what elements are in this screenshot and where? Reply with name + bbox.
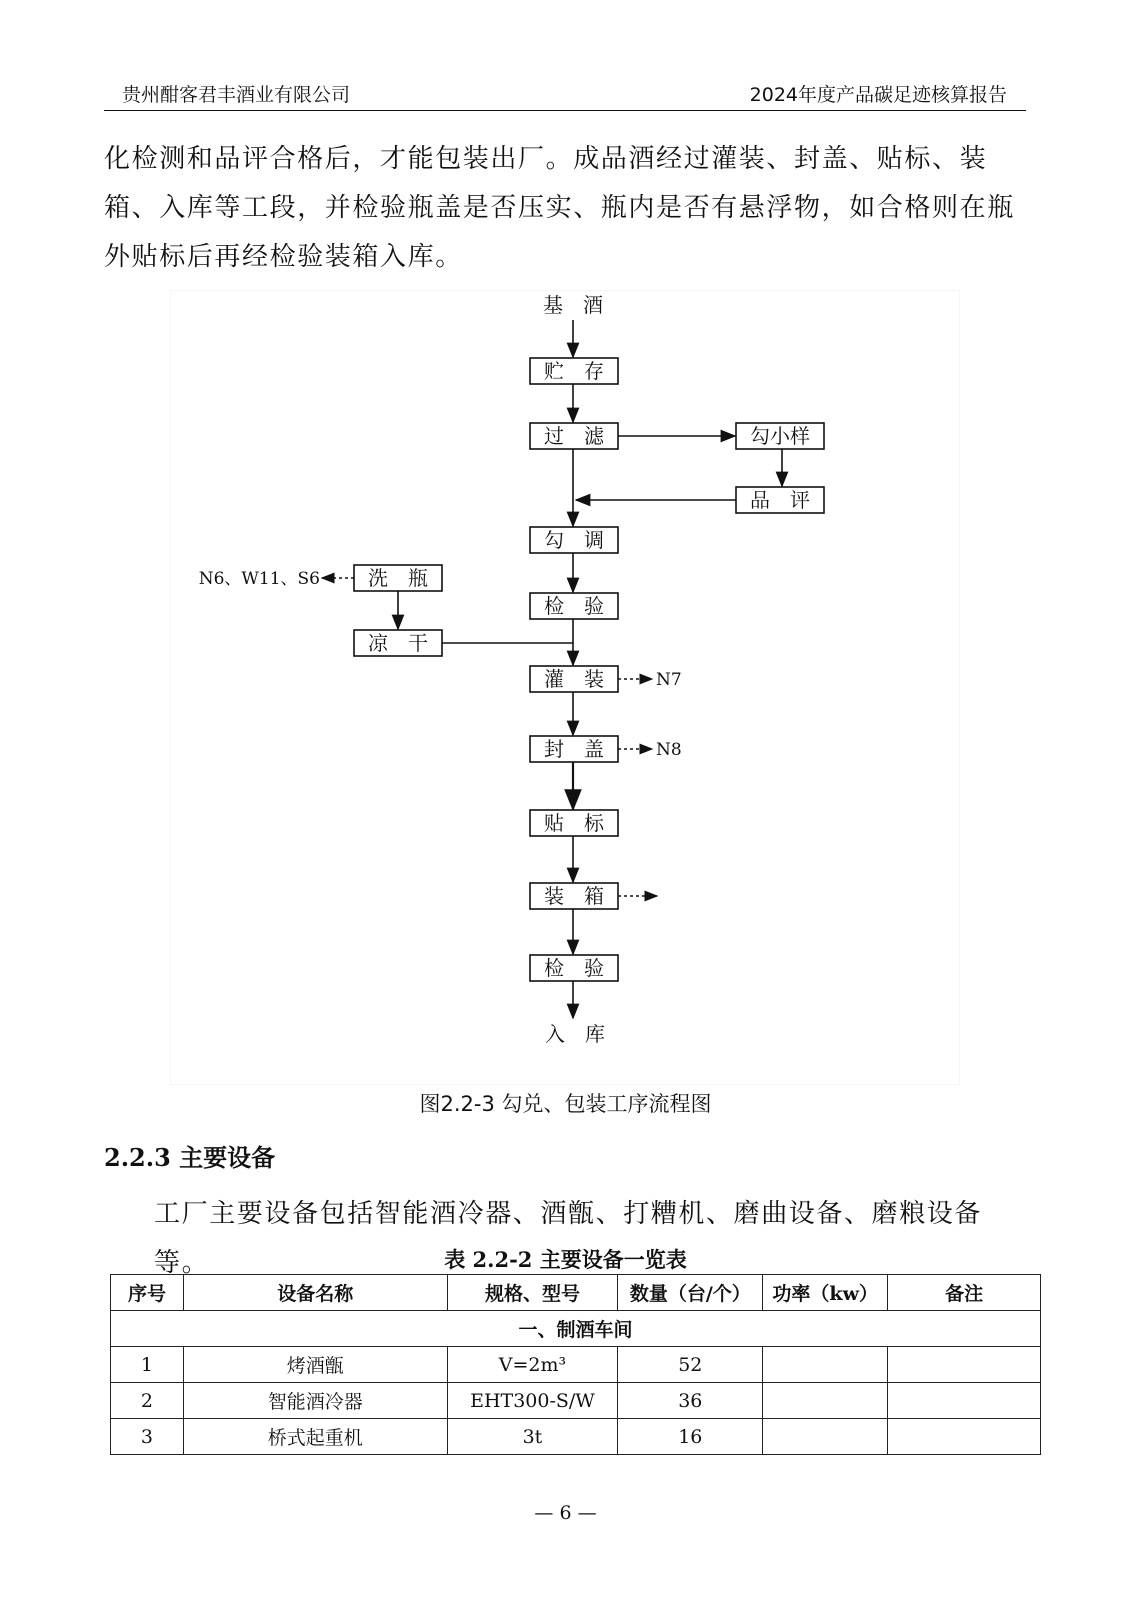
cell-remarks xyxy=(888,1383,1041,1419)
flow-boxing-label: 装 箱 xyxy=(544,884,604,908)
equipment-table xyxy=(110,1274,1041,1455)
cell-spec: 3t xyxy=(447,1419,618,1455)
cell-remarks xyxy=(888,1347,1041,1383)
cell-name: 智能酒冷器 xyxy=(183,1383,447,1419)
flow-small-sample-label: 勾小样 xyxy=(750,424,810,448)
flowchart-figure xyxy=(170,290,960,1085)
cell-spec: EHT300-S/W xyxy=(447,1383,618,1419)
cell-power xyxy=(763,1419,888,1455)
flow-filter-label: 过 滤 xyxy=(544,424,604,448)
cell-power xyxy=(763,1347,888,1383)
header-remarks: 备注 xyxy=(888,1275,1041,1311)
flow-inspect2-label: 检 验 xyxy=(544,956,604,980)
cell-index: 1 xyxy=(111,1347,184,1383)
cell-name: 桥式起重机 xyxy=(183,1419,447,1455)
flow-wash-bottle-label: 洗 瓶 xyxy=(368,566,428,590)
table-row xyxy=(111,1347,1041,1383)
cell-quantity: 16 xyxy=(618,1419,763,1455)
table-row xyxy=(111,1383,1041,1419)
cell-power xyxy=(763,1383,888,1419)
cell-index: 3 xyxy=(111,1419,184,1455)
cell-spec: V=2m³ xyxy=(447,1347,618,1383)
flow-capping-label: 封 盖 xyxy=(544,737,604,761)
flow-inspect1-label: 检 验 xyxy=(544,594,604,618)
flow-start-label: 基 酒 xyxy=(543,293,603,317)
header-name: 设备名称 xyxy=(183,1275,447,1311)
figure-caption: 图2.2-3 勾兑、包装工序流程图 xyxy=(419,1092,712,1116)
header-rule xyxy=(104,110,1026,111)
section-heading: 2.2.3 主要设备 xyxy=(104,1143,276,1172)
header-quantity: 数量（台/个） xyxy=(618,1275,763,1311)
header-spec: 规格、型号 xyxy=(447,1275,618,1311)
table-row xyxy=(111,1419,1041,1455)
intro-paragraph: 化检测和品评合格后，才能包装出厂。成品酒经过灌装、封盖、贴标、装箱、入库等工段，并检验瓶盖是否压实、瓶内是否有悬浮物，如合格则在瓶外贴标后再经检验装箱入库。 xyxy=(104,144,1015,272)
flow-capping-output: N8 xyxy=(656,740,682,760)
cell-index: 2 xyxy=(111,1383,184,1419)
flow-blending-label: 勾 调 xyxy=(544,528,604,552)
header-report-title: 2024年度产品碳足迹核算报告 xyxy=(749,84,1007,106)
page-number: — 6 — xyxy=(534,1502,597,1524)
flow-filling-label: 灌 装 xyxy=(544,667,604,691)
table-caption: 表 2.2-2 主要设备一览表 xyxy=(444,1247,687,1272)
table-group-row xyxy=(111,1311,1041,1347)
flow-wash-outputs: N6、W11、S6 xyxy=(198,569,320,589)
header-company: 贵州酣客君丰酒业有限公司 xyxy=(122,84,351,106)
flow-dry-label: 凉 干 xyxy=(368,631,428,655)
flow-labeling-label: 贴 标 xyxy=(544,811,604,835)
flow-filling-output: N7 xyxy=(656,670,682,690)
cell-quantity: 36 xyxy=(618,1383,763,1419)
cell-name: 烤酒甑 xyxy=(183,1347,447,1383)
table-header-row xyxy=(111,1275,1041,1311)
header-power: 功率（kw） xyxy=(763,1275,888,1311)
flow-tasting-label: 品 评 xyxy=(750,488,810,512)
equipment-paragraph: 工厂主要设备包括智能酒冷器、酒甑、打糟机、磨曲设备、磨粮设备等。 xyxy=(154,1199,983,1278)
flow-storage-label: 贮 存 xyxy=(544,359,604,383)
header-index: 序号 xyxy=(111,1275,184,1311)
cell-remarks xyxy=(888,1419,1041,1455)
group-label: 一、制酒车间 xyxy=(111,1311,1041,1347)
cell-quantity: 52 xyxy=(618,1347,763,1383)
flow-end-label: 入 库 xyxy=(545,1022,605,1046)
